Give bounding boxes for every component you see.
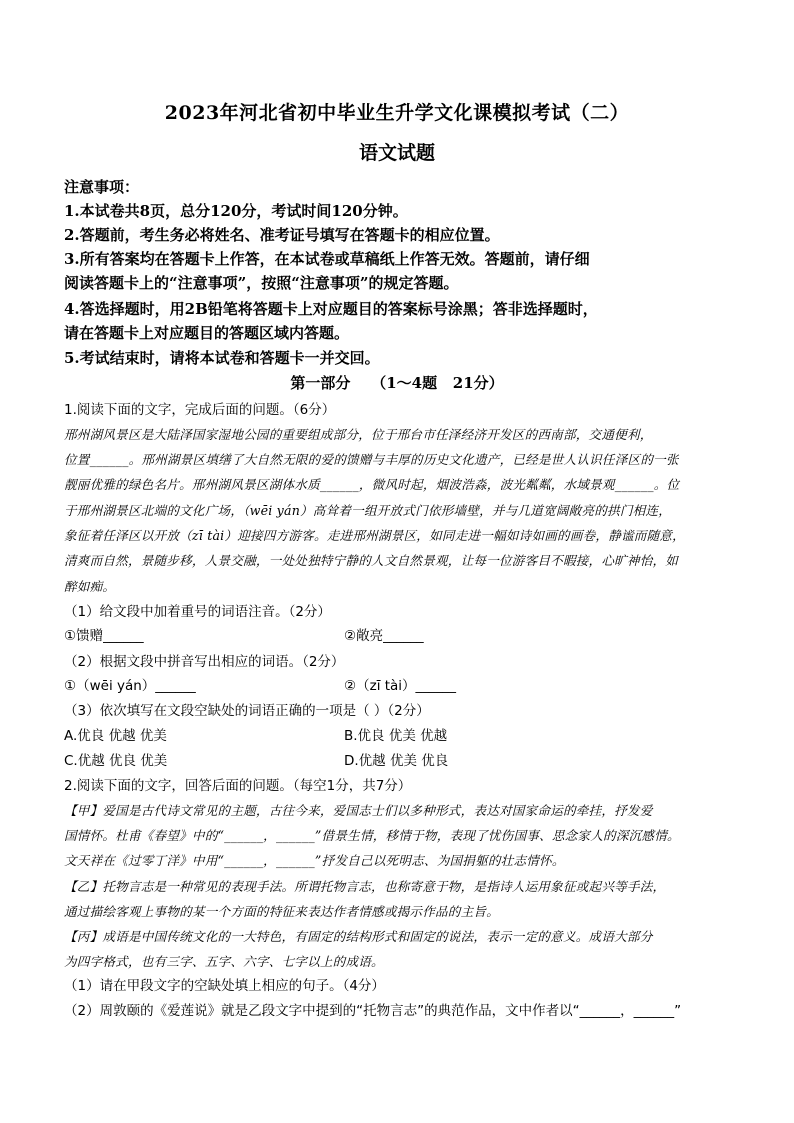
option-a: A.优良 优越 优美 <box>64 728 167 744</box>
passage-line: 邢州湖风景区是大陆泽国家湿地公园的重要组成部分，位于邢台市任泽经济开发区的西南部，交通便利， <box>64 427 653 442</box>
section-title: 第一部分 （1～4题 21分） <box>290 374 504 392</box>
notice-item: 2.答题前，考生务必将姓名、准考证号填写在答题卡的相应位置。 <box>64 226 500 244</box>
passage-line: 象征着任泽区以开放（zī tài）迎接四方游客。走进邢州湖景区，如同走进一幅如诗如画的画卷，静谧而随意， <box>64 528 685 543</box>
notice-heading: 注意事项： <box>64 178 140 196</box>
notice-item: 阅读答题卡上的“注意事项”，按照“注意事项”的规定答题。 <box>64 274 459 292</box>
q1-sub2-blank-b: ②（zī tài）______ <box>344 678 457 694</box>
notice-item: 1.本试卷共8页，总分120分，考试时间120分钟。 <box>64 202 408 220</box>
q1-sub3: （3）依次填写在文段空缺处的词语正确的一项是（ ）（2分） <box>64 703 430 719</box>
passage-jia-line: 国情怀。杜甫《春望》中的“______，______”借景生情，移情于物，表现了忧伤国事、思念家人的深沉感情。 <box>64 828 680 843</box>
passage-line: 位置______。邢州湖景区填缮了大自然无限的爱的馈赠与丰厚的历史文化遗产，已经是世人认识任泽区的一张 <box>64 452 679 467</box>
notice-item: 5.考试结束时，请将本试卷和答题卡一并交回。 <box>64 349 380 367</box>
passage-line: 醉如痴。 <box>64 579 116 594</box>
passage-yi-line: 【乙】托物言志是一种常见的表现手法。所谓托物言志，也称寄意于物，是指诗人运用象征或起兴等手法， <box>64 879 666 894</box>
exam-title: 2023年河北省初中毕业生升学文化课模拟考试（二） <box>164 102 630 124</box>
q1-sub1-blank-a: ①馈赠______ <box>64 628 144 644</box>
passage-jia-line: 文天祥在《过零丁洋》中用“______，______”抒发自己以死明志、为国捐躯的壮志情怀。 <box>64 853 565 868</box>
notice-item: 请在答题卡上对应题目的答题区域内答题。 <box>64 324 350 342</box>
option-d: D.优越 优美 优良 <box>344 753 449 769</box>
q2-sub1: （1）请在甲段文字的空缺处填上相应的句子。（4分） <box>64 978 385 994</box>
passage-yi-line: 通过描绘客观上事物的某一个方面的特征来表达作者情感或揭示作品的主旨。 <box>64 904 499 919</box>
question-2-stem: 2.阅读下面的文字，回答后面的问题。（每空1分，共7分） <box>64 778 412 794</box>
subject-title: 语文试题 <box>358 142 435 164</box>
q1-sub2: （2）根据文段中拼音写出相应的词语。（2分） <box>64 654 345 670</box>
q2-sub2: （2）周敦颐的《爱莲说》就是乙段文字中提到的“托物言志”的典范作品，文中作者以“______，______” <box>64 1003 682 1019</box>
notice-item: 4.答选择题时，用2B铅笔将答题卡上对应题目的答案标号涂黑；答非选择题时， <box>64 300 598 318</box>
q1-sub1-blank-b: ②敞亮______ <box>344 628 424 644</box>
passage-line: 清爽而自然，景随步移，人景交融，一处处独特宁静的人文自然景观，让每一位游客目不暇接，心旷神怡，如 <box>64 553 679 568</box>
passage-line: 靓丽优雅的绿色名片。邢州湖风景区湖体水质______，微风时起，烟波浩淼，波光粼粼，水域景观______。位 <box>64 477 680 492</box>
passage-bing-line: 为四字格式，也有三字、五字、六字、七字以上的成语。 <box>64 954 384 969</box>
option-b: B.优良 优美 优越 <box>344 728 448 744</box>
q1-sub2-blank-a: ①（wēi yán）______ <box>64 678 196 694</box>
q1-sub1: （1）给文段中加着重号的词语注音。（2分） <box>64 604 331 620</box>
option-c: C.优越 优良 优美 <box>64 753 168 769</box>
notice-item: 3.所有答案均在答题卡上作答，在本试卷或草稿纸上作答无效。答题前，请仔细 <box>64 250 590 268</box>
passage-bing-line: 【丙】成语是中国传统文化的一大特色，有固定的结构形式和固定的说法，表示一定的意义。成语大部分 <box>64 929 653 944</box>
passage-line: 于邢州湖景区北端的文化广场，（wēi yán）高耸着一组开放式门依形墙壁，并与几道宽阔敞亮的拱门相连， <box>64 503 672 518</box>
question-1-stem: 1.阅读下面的文字，完成后面的问题。（6分） <box>64 402 336 418</box>
passage-jia-line: 【甲】爱国是古代诗文常见的主题，古往今来，爱国志士们以多种形式，表达对国家命运的牵挂，抒发爱 <box>64 803 653 818</box>
